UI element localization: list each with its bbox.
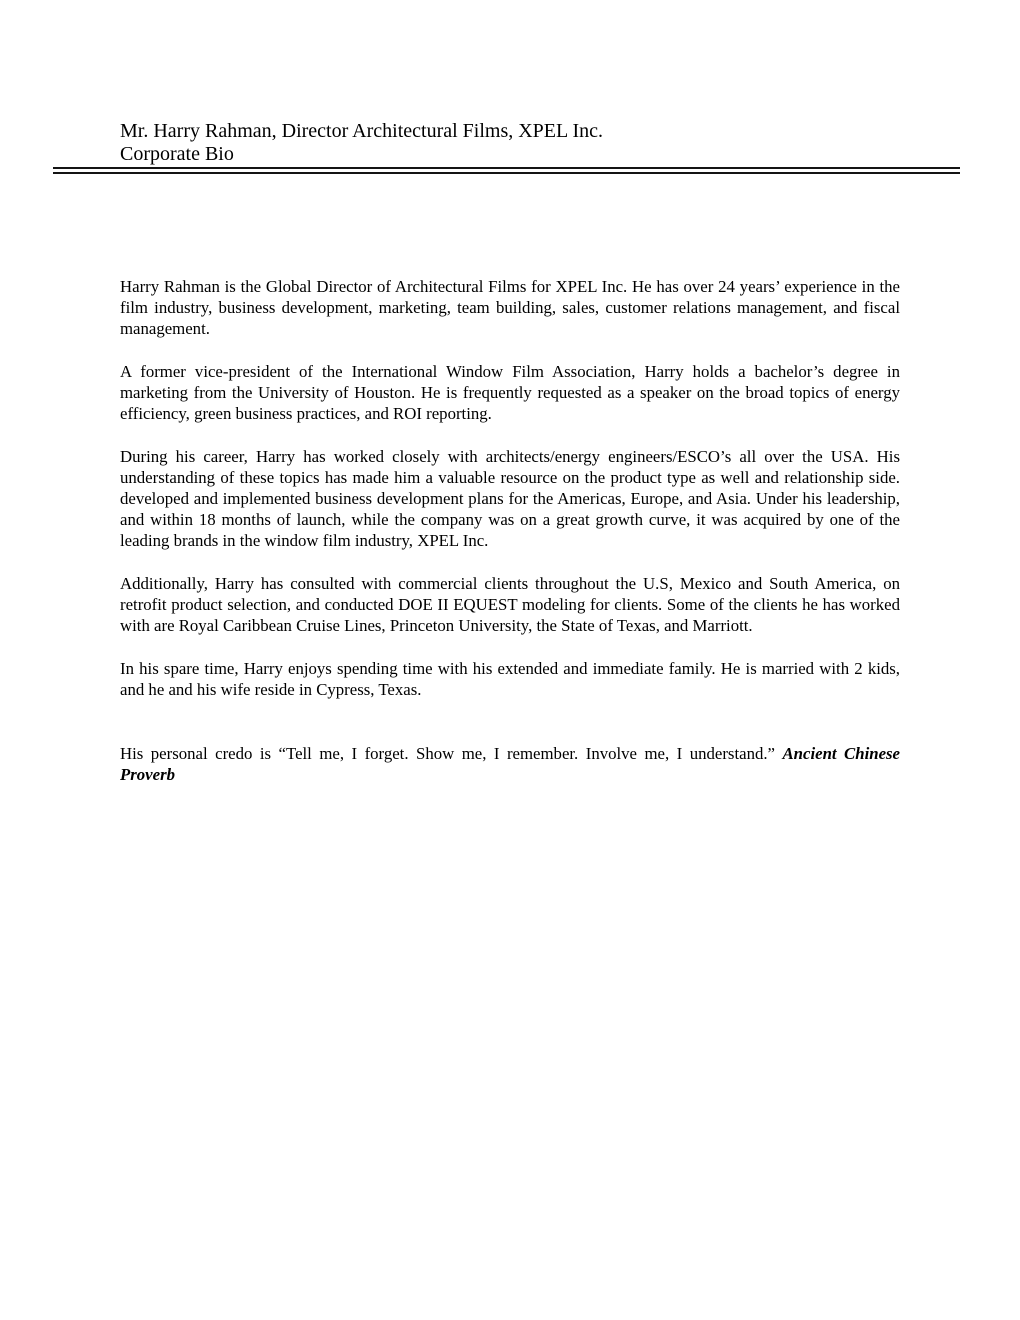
document-title: Mr. Harry Rahman, Director Architectural Films, XPEL Inc. <box>120 120 604 142</box>
bio-paragraph-4: Additionally, Harry has consulted with commercial clients throughout the U.S, Mexico and South America, on retrofit product selection, and conducted DOE II EQUEST modeling for clients. Some of the clients he has worked with are Royal Caribbean Cruise Lines, Princeton University, the State of Texas, and Marriott. <box>120 574 900 635</box>
credo-text: His personal credo is “Tell me, I forget. Show me, I remember. Involve me, I understand.” <box>120 744 783 763</box>
bio-paragraph-5: In his spare time, Harry enjoys spending time with his extended and immediate family. He is married with 2 kids, and he and his wife reside in Cypress, Texas. <box>120 659 900 699</box>
header-divider-rule <box>53 167 960 174</box>
bio-paragraph-3: During his career, Harry has worked closely with architects/energy engineers/ESCO’s all over the USA. His understanding of these topics has made him a valuable resource on the product type as well and relationship side. developed and implemented business development plans for the Americas, Europe, and Asia. Under his leadership, and within 18 months of launch, while the company was on a great growth curve, it was acquired by one of the leading brands in the window film industry, XPEL Inc. <box>120 447 900 550</box>
document-body <box>120 276 900 785</box>
document-header <box>120 120 900 166</box>
credo-attribution: Ancient Chinese Proverb <box>120 744 900 784</box>
bio-paragraph-2: A former vice-president of the International Window Film Association, Harry holds a bachelor’s degree in marketing from the University of Houston. He is frequently requested as a speaker on the broad topics of energy efficiency, green business practices, and ROI reporting. <box>120 362 900 423</box>
credo-paragraph <box>120 743 900 785</box>
document-subtitle: Corporate Bio <box>120 143 234 165</box>
bio-paragraph-1: Harry Rahman is the Global Director of Architectural Films for XPEL Inc. He has over 24 years’ experience in the film industry, business development, marketing, team building, sales, customer relations management, and fiscal management. <box>120 277 900 338</box>
